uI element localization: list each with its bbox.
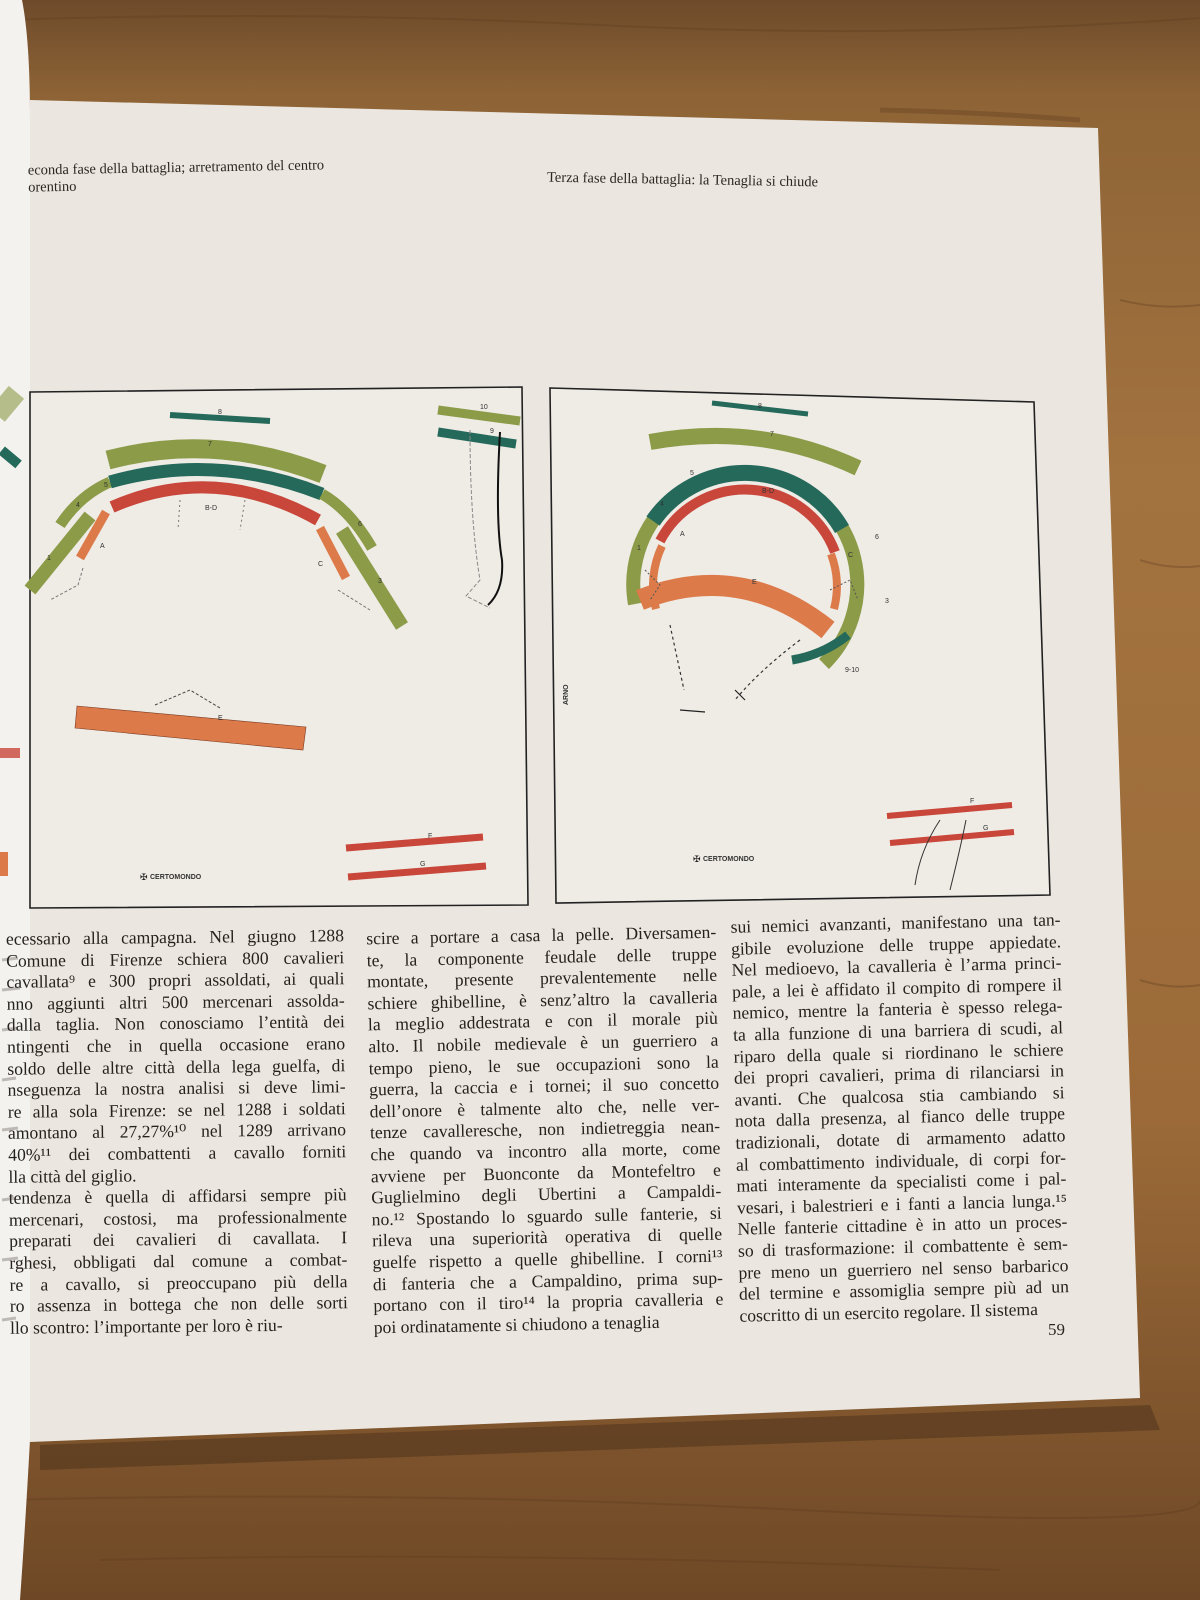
text-line: tenze cavalleresche, non indietreggia nean- <box>369 1115 721 1143</box>
text-line: pre meno un guerriero nel senso barbarico <box>738 1254 1069 1283</box>
text-line: la meglio addestrata e con il morale più <box>367 1008 719 1035</box>
diagram-frame <box>550 388 1050 903</box>
label-7: 7 <box>208 441 212 448</box>
label-9: 9 <box>490 428 494 435</box>
text-line: cavallata⁹ e 300 propri assoldati, ai quali <box>6 968 345 992</box>
river-label: ARNO <box>563 684 570 705</box>
text-line: sui nemici avanzanti, manifestano una tan- <box>730 909 1061 937</box>
label-7: 7 <box>770 431 774 438</box>
text-line: del termine e assomiglia sempre più ad un <box>738 1276 1070 1304</box>
label-b-d: B-D <box>762 488 775 495</box>
text-line: ta alla funzione di una barriera di scudi, al <box>732 1017 1064 1045</box>
label-f: F <box>970 798 975 805</box>
text-line: ntingenti che in quella occasione erano <box>6 1033 346 1057</box>
text-line: Guglielmino degli Ubertini a Campaldi- <box>371 1180 722 1208</box>
label-4: 4 <box>76 502 80 509</box>
label-a: A <box>680 531 685 538</box>
label-g: G <box>983 825 989 832</box>
caption-right: Terza fase della battaglia: la Tenaglia si chiude <box>546 169 819 191</box>
label-e: E <box>752 579 757 586</box>
text-line: portano con il tiro¹⁴ la propria cavalleria e <box>373 1288 724 1316</box>
text-line: nota dalla presenza, al fianco delle truppe <box>734 1103 1066 1132</box>
label-c: C <box>318 561 324 568</box>
text-line: scire a portare a casa la pelle. Diversamen- <box>366 921 717 949</box>
text-line: vesari, i balestrieri e i fanti a lancia lunga.¹⁵ <box>736 1189 1068 1218</box>
label-a: A <box>100 543 105 550</box>
text-line: rileva una superiorità operativa di quelle <box>371 1223 723 1251</box>
text-line: tradizionali, dotate di armamento adatto <box>735 1125 1066 1153</box>
caption-left <box>28 157 325 196</box>
text-line: amontano al 27,27%¹⁰ nel 1289 arrivano <box>7 1119 347 1144</box>
text-line: so di trasformazione: il combattente è sem- <box>737 1233 1069 1261</box>
label-e: E <box>218 715 223 722</box>
label-5: 5 <box>104 482 108 489</box>
label-8: 8 <box>758 403 762 410</box>
text-line: alto. Il nobile medievale è un guerriero a <box>368 1029 719 1057</box>
text-line: lla città del giglio. <box>8 1164 137 1187</box>
caption-left-line: orentino <box>28 178 77 196</box>
place-label: CERTOMONDO <box>703 856 755 863</box>
text-line: gibile evoluzione delle truppe appiedate. <box>730 930 1062 959</box>
label-b-d: B-D <box>205 505 218 512</box>
text-line: Nel medioevo, la cavalleria è l’arma princi- <box>731 952 1062 980</box>
text-line: al combattimento individuale, di corpi for- <box>735 1146 1067 1175</box>
text-column-left <box>6 925 348 1339</box>
text-line: ro assenza in bottega che non delle sorti <box>9 1292 348 1316</box>
label-6: 6 <box>358 521 362 528</box>
label-3: 3 <box>378 578 382 585</box>
place-label: CERTOMONDO <box>150 874 202 881</box>
text-line: avviene per Buonconte da Montefeltro e <box>370 1159 721 1186</box>
text-line: montate, presente prevalentemente nelle <box>366 964 718 992</box>
text-line: re a cavallo, si preoccupano più della <box>9 1270 348 1295</box>
cross-icon: ✠ <box>693 854 701 864</box>
text-line: guelfe rispetto a quelle ghibelline. I corni¹³ <box>372 1245 723 1273</box>
label-8: 8 <box>218 409 222 416</box>
text-line: avanti. Che qualcosa stia cambiando si <box>734 1082 1065 1110</box>
text-line: pale, a lei è affidato il compito di rompere il <box>731 974 1063 1002</box>
label-9-10: 9-10 <box>845 667 860 674</box>
diagram-second-phase <box>30 387 528 908</box>
text-line: tempo pieno, le sue occupazioni sono la <box>368 1051 719 1078</box>
text-line: tendenza è quella di affidarsi sempre più <box>8 1184 347 1208</box>
text-column-middle <box>366 922 724 1339</box>
label-10: 10 <box>480 404 488 411</box>
label-1: 1 <box>637 545 641 552</box>
left-page-curl <box>0 0 30 1600</box>
diagram-third-phase <box>550 388 1050 903</box>
label-5: 5 <box>690 470 694 477</box>
text-line: dalla taglia. Non conosciamo l’entità dei <box>6 1011 345 1036</box>
text-line: dell’onore è talmente alto che, nelle ver- <box>369 1094 720 1122</box>
text-column-right <box>730 909 1069 1327</box>
text-line: nemico, mentre la fanteria è spesso relega- <box>732 995 1063 1024</box>
label-f: F <box>428 833 433 840</box>
text-line: schiere ghibelline, è senz’altro la cavalleria <box>367 986 718 1014</box>
text-line: mati interamente da specialisti come i pal- <box>736 1168 1067 1196</box>
label-1: 1 <box>47 555 51 562</box>
page-number: 59 <box>1048 1320 1065 1339</box>
text-line: guerra, la caccia e i tornei; il suo concetto <box>368 1072 720 1100</box>
caption-left-line: econda fase della battaglia; arretramento del centro <box>27 157 325 179</box>
text-line: preparati dei cavalieri di cavallata. I <box>9 1227 348 1252</box>
text-line: dei propri cavalieri, prima di rilanciarsi in <box>733 1060 1065 1088</box>
text-line: nseguenza la nostra analisi si deve limi- <box>7 1076 346 1100</box>
text-line: Comune di Firenze schiera 800 cavalieri <box>6 946 345 971</box>
label-g: G <box>420 861 426 868</box>
text-line: llo scontro: l’importante per loro è riu- <box>9 1314 283 1338</box>
text-line: di fanteria che a Campaldino, prima sup- <box>372 1267 724 1294</box>
text-line: ecessario alla campagna. Nel giugno 1288 <box>5 925 345 949</box>
text-line: rghesi, obbligati dal comune a combat- <box>9 1249 348 1273</box>
label-c: C <box>848 552 854 559</box>
text-line: poi ordinatamente si chiudono a tenaglia <box>373 1311 660 1338</box>
label-6: 6 <box>875 534 879 541</box>
text-line: no.¹² Spostando lo sguardo sulle fanterie, si <box>371 1202 722 1230</box>
text-line: re alla sola Firenze: se nel 1288 i soldati <box>7 1097 346 1122</box>
label-3: 3 <box>885 598 889 605</box>
cross-icon: ✠ <box>140 872 148 882</box>
text-line: 40%¹¹ dei combattenti a cavallo forniti <box>8 1141 347 1165</box>
text-line: Nelle fanterie cittadine è in atto un proces- <box>737 1211 1068 1240</box>
text-line: nno aggiunti altri 500 mercenari assolda- <box>6 990 345 1014</box>
label-4: 4 <box>660 501 664 508</box>
text-line: coscritto di un esercito regolare. Il sistema <box>739 1298 1039 1326</box>
text-line: che quando va incontro alla morte, come <box>370 1137 721 1165</box>
text-line: mercenari, costosi, ma professionalmente <box>8 1205 347 1230</box>
text-line: soldo delle altre città della lega guelfa, di <box>7 1054 346 1079</box>
text-line: te, la componente feudale delle truppe <box>366 943 717 970</box>
text-line: riparo della quale si riordinano le schiere <box>733 1038 1064 1067</box>
